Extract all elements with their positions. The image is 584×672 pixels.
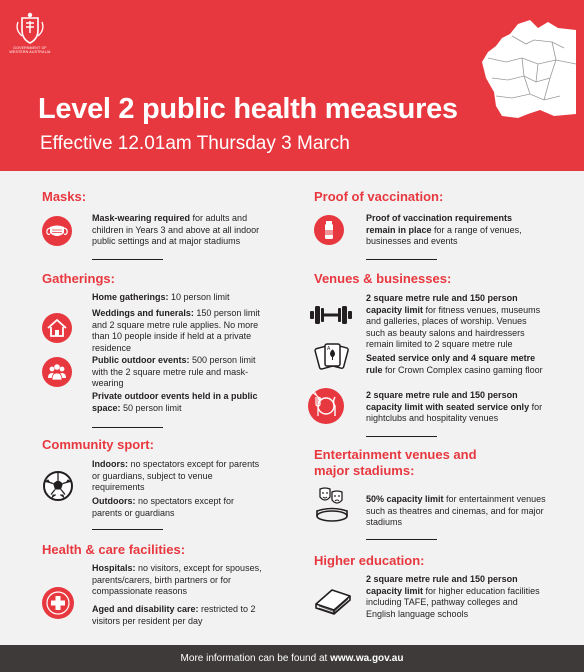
masks-text-rest: for adults and children in Years 3 and above at all indoor public settings and at major stadiums xyxy=(92,213,260,246)
aged-care-text xyxy=(92,604,270,627)
divider xyxy=(92,427,163,428)
divider xyxy=(366,259,437,260)
divider xyxy=(92,529,163,530)
page-title: Level 2 public health measures xyxy=(38,93,458,125)
casino-bold: Seated service only and 4 square metre rule xyxy=(366,353,536,375)
public-outdoor-text xyxy=(92,355,270,390)
footer-prefix: More information can be found at xyxy=(180,653,331,664)
nightclubs-bold: 2 square metre rule and 150 person capacity limit with seated service only xyxy=(366,390,530,412)
hospitals-text xyxy=(92,563,272,598)
divider xyxy=(366,539,437,540)
sport-indoors-bold: Indoors: xyxy=(92,459,128,469)
weddings-text xyxy=(92,308,272,354)
venues-rule1-bold: 2 square metre rule and 150 person capacity limit xyxy=(366,293,518,315)
medical-cross-icon xyxy=(42,587,74,619)
book-icon xyxy=(312,582,354,616)
divider xyxy=(366,436,437,437)
vaccination-bold: Proof of vaccination requirements remain in place xyxy=(366,213,513,235)
public-outdoor-rest: 500 person limit with the 2 square metre rule and mask-wearing xyxy=(92,355,256,388)
wa-map-icon xyxy=(478,18,578,122)
venues-rule1-text xyxy=(366,293,546,351)
face-mask-icon xyxy=(42,216,72,246)
nightclubs-text xyxy=(366,390,546,425)
vaccination-text xyxy=(366,213,526,248)
public-outdoor-bold: Public outdoor events: xyxy=(92,355,190,365)
house-icon xyxy=(42,313,72,343)
higher-ed-bold: 2 square metre rule and 150 person capacity limit xyxy=(366,574,518,596)
sport-outdoors-rest: no spectators except for parents or guardians xyxy=(92,496,235,518)
hospitals-bold: Hospitals: xyxy=(92,563,136,573)
vaccine-vial-icon xyxy=(314,215,344,245)
home-gatherings-bold: Home gatherings: xyxy=(92,292,169,302)
home-gatherings-rest: 10 person limit xyxy=(168,292,230,302)
people-group-icon xyxy=(42,357,72,387)
health-heading: Health & care facilities: xyxy=(42,542,186,557)
footer-link[interactable]: www.wa.gov.au xyxy=(330,653,404,664)
header-banner xyxy=(0,0,584,171)
private-outdoor-rest: 50 person limit xyxy=(120,402,182,413)
weddings-bold: Weddings and funerals: xyxy=(92,308,194,318)
crest-caption: GOVERNMENT OF WESTERN AUSTRALIA xyxy=(9,46,51,54)
svg-text:A: A xyxy=(327,346,331,352)
entertainment-heading xyxy=(314,447,477,479)
masks-text xyxy=(92,213,270,248)
entertainment-heading-line2: major stadiums: xyxy=(314,463,415,478)
private-outdoor-bold: Private outdoor events held in a public space: xyxy=(92,391,258,413)
higher-ed-text xyxy=(366,574,546,620)
casino-rest: for Crown Complex casino gaming floor xyxy=(382,364,543,375)
casino-text xyxy=(366,353,546,376)
crest-icon xyxy=(12,10,48,46)
private-outdoor-text xyxy=(92,391,262,414)
home-gatherings-text xyxy=(92,292,270,304)
higher-ed-heading: Higher education: xyxy=(314,553,425,568)
sport-indoors-text xyxy=(92,459,260,494)
sport-heading: Community sport: xyxy=(42,437,154,452)
soccer-ball-icon xyxy=(42,470,74,502)
entertainment-text xyxy=(366,494,546,529)
weddings-rest: 150 person limit and 2 square metre rule applies. No more than 10 people inside if held at a private residence xyxy=(92,308,260,353)
masks-heading: Masks: xyxy=(42,189,87,204)
vaccination-heading: Proof of vaccination: xyxy=(314,189,444,204)
entertainment-heading-line1: Entertainment venues and xyxy=(314,447,477,462)
entertainment-bold: 50% capacity limit xyxy=(366,494,444,504)
venues-heading: Venues & businesses: xyxy=(314,271,452,286)
page-subtitle: Effective 12.01am Thursday 3 March xyxy=(40,133,350,154)
hospitals-rest: no visitors, except for spouses, parents/carers, birth partners or for compassionate reasons xyxy=(92,563,262,596)
higher-ed-rest: for higher education facilities including TAFE, pathway colleges and English language schools xyxy=(366,585,540,619)
aged-care-bold: Aged and disability care: xyxy=(92,604,199,614)
nightclubs-rest: for nightclubs and hospitality venues xyxy=(366,401,543,423)
theatre-masks-icon xyxy=(312,484,352,524)
entertainment-rest: for entertainment venues such as theatres and cinemas, and for major stadiums xyxy=(366,494,546,527)
dining-icon xyxy=(308,388,344,424)
vaccination-rest: for a range of venues, businesses and events xyxy=(366,224,522,246)
sport-outdoors-text xyxy=(92,496,260,519)
dumbbell-icon xyxy=(310,304,352,326)
sport-indoors-rest: no spectators except for parents or guardians, subject to venue requirements xyxy=(92,459,260,492)
divider xyxy=(92,259,163,260)
footer-bar xyxy=(0,645,584,672)
aged-care-rest: restricted to 2 visitors per resident per day xyxy=(92,604,256,626)
gatherings-heading: Gatherings: xyxy=(42,271,115,286)
masks-text-bold: Mask-wearing required xyxy=(92,213,191,223)
venues-rule1-rest: for fitness venues, museums and galleries, places of worship. Venues such as beauty salons and hairdressers remain limited to 2 square metre rule xyxy=(366,304,541,349)
footer-text xyxy=(0,653,584,664)
sport-outdoors-bold: Outdoors: xyxy=(92,496,136,506)
playing-cards-icon xyxy=(314,341,350,373)
